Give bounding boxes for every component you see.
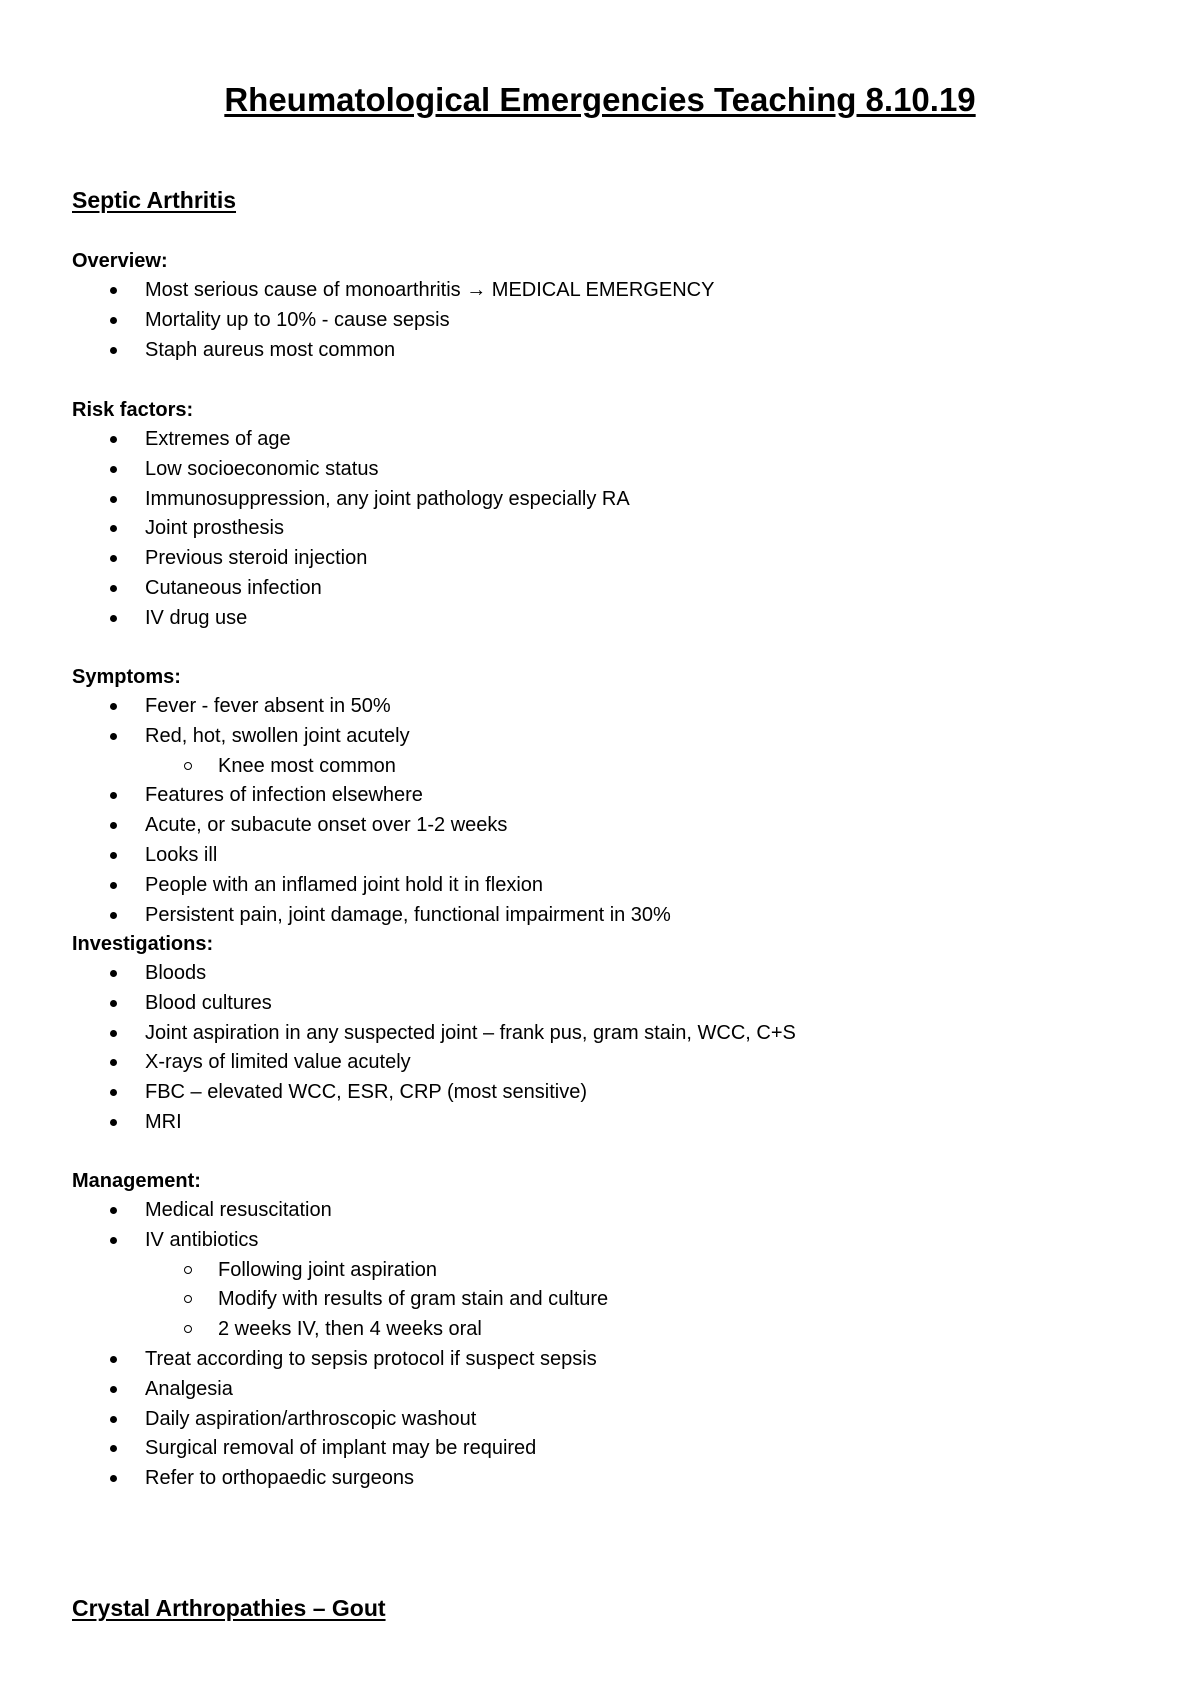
sub-bullet-icon: [184, 762, 192, 770]
bullet-icon: [110, 703, 117, 710]
list-item: Staph aureus most common: [0, 336, 1100, 366]
management-heading: Management:: [72, 1170, 201, 1192]
list-item: Refer to orthopaedic surgeons: [0, 1464, 1100, 1494]
list-item: MRI: [0, 1108, 1100, 1138]
bullet-icon: [110, 317, 117, 324]
list-item: IV antibiotics: [0, 1226, 1100, 1256]
bullet-icon: [110, 436, 117, 443]
bullet-icon: [110, 1386, 117, 1393]
list-item: Treat according to sepsis protocol if suspect sepsis: [0, 1345, 1100, 1375]
sub-list-item: Modify with results of gram stain and culture: [0, 1285, 1100, 1315]
list-item: Looks ill: [0, 841, 1100, 871]
bullet-icon: [110, 1356, 117, 1363]
bullet-icon: [110, 615, 117, 622]
management-list: [0, 1196, 1100, 1494]
list-item: Extremes of age: [0, 425, 1100, 455]
bullet-icon: [110, 496, 117, 503]
bullet-icon: [110, 733, 117, 740]
document-title: Rheumatological Emergencies Teaching 8.10.19: [224, 81, 976, 118]
bullet-icon: [110, 1416, 117, 1423]
list-item: Mortality up to 10% - cause sepsis: [0, 306, 1100, 336]
list-item: Cutaneous infection: [0, 574, 1100, 604]
list-item: Joint aspiration in any suspected joint – frank pus, gram stain, WCC, C+S: [0, 1019, 1100, 1049]
list-item: Red, hot, swollen joint acutely: [0, 722, 1100, 752]
bullet-icon: [110, 912, 117, 919]
risk-factors-list: [0, 425, 1100, 634]
list-item: IV drug use: [0, 604, 1100, 634]
sub-list-item: Following joint aspiration: [0, 1256, 1100, 1286]
bullet-icon: [110, 970, 117, 977]
bullet-icon: [110, 585, 117, 592]
sub-bullet-icon: [184, 1295, 192, 1303]
investigations-list: [0, 959, 1100, 1138]
list-item: Most serious cause of monoarthritis → MEDICAL EMERGENCY: [0, 276, 1100, 306]
bullet-icon: [110, 347, 117, 354]
list-item: Acute, or subacute onset over 1-2 weeks: [0, 811, 1100, 841]
list-item: Features of infection elsewhere: [0, 781, 1100, 811]
list-item: Medical resuscitation: [0, 1196, 1100, 1226]
section-heading-gout: Crystal Arthropathies – Gout: [72, 1595, 386, 1621]
list-item: Surgical removal of implant may be required: [0, 1434, 1100, 1464]
bullet-icon: [110, 822, 117, 829]
bullet-icon: [110, 525, 117, 532]
sub-bullet-icon: [184, 1325, 192, 1333]
list-item: Persistent pain, joint damage, functional impairment in 30%: [0, 901, 1100, 931]
list-item: Fever - fever absent in 50%: [0, 692, 1100, 722]
list-item: Blood cultures: [0, 989, 1100, 1019]
list-item: Bloods: [0, 959, 1100, 989]
bullet-icon: [110, 1207, 117, 1214]
list-item: Analgesia: [0, 1375, 1100, 1405]
sub-list-item: 2 weeks IV, then 4 weeks oral: [0, 1315, 1100, 1345]
sub-bullet-icon: [184, 1266, 192, 1274]
list-item: FBC – elevated WCC, ESR, CRP (most sensitive): [0, 1078, 1100, 1108]
list-item: Low socioeconomic status: [0, 455, 1100, 485]
bullet-icon: [110, 1445, 117, 1452]
bullet-icon: [110, 1030, 117, 1037]
bullet-icon: [110, 1119, 117, 1126]
overview-list: [0, 276, 1100, 365]
bullet-icon: [110, 555, 117, 562]
bullet-icon: [110, 287, 117, 294]
bullet-icon: [110, 882, 117, 889]
bullet-icon: [110, 852, 117, 859]
symptoms-heading: Symptoms:: [72, 666, 181, 688]
bullet-icon: [110, 466, 117, 473]
overview-heading: Overview:: [72, 250, 168, 272]
list-item: Joint prosthesis: [0, 514, 1100, 544]
investigations-heading: Investigations:: [72, 933, 214, 955]
list-item: Previous steroid injection: [0, 544, 1100, 574]
list-item: Daily aspiration/arthroscopic washout: [0, 1405, 1100, 1435]
bullet-icon: [110, 1000, 117, 1007]
list-item: X-rays of limited value acutely: [0, 1048, 1100, 1078]
bullet-icon: [110, 1237, 117, 1244]
bullet-icon: [110, 1475, 117, 1482]
bullet-icon: [110, 1059, 117, 1066]
list-item: People with an inflamed joint hold it in flexion: [0, 871, 1100, 901]
list-item: Immunosuppression, any joint pathology especially RA: [0, 485, 1100, 515]
bullet-icon: [110, 792, 117, 799]
risk-factors-heading: Risk factors:: [72, 399, 194, 421]
symptoms-list: [0, 692, 1100, 930]
sub-list-item: Knee most common: [0, 752, 1100, 782]
section-heading-septic-arthritis: Septic Arthritis: [72, 187, 237, 213]
bullet-icon: [110, 1089, 117, 1096]
